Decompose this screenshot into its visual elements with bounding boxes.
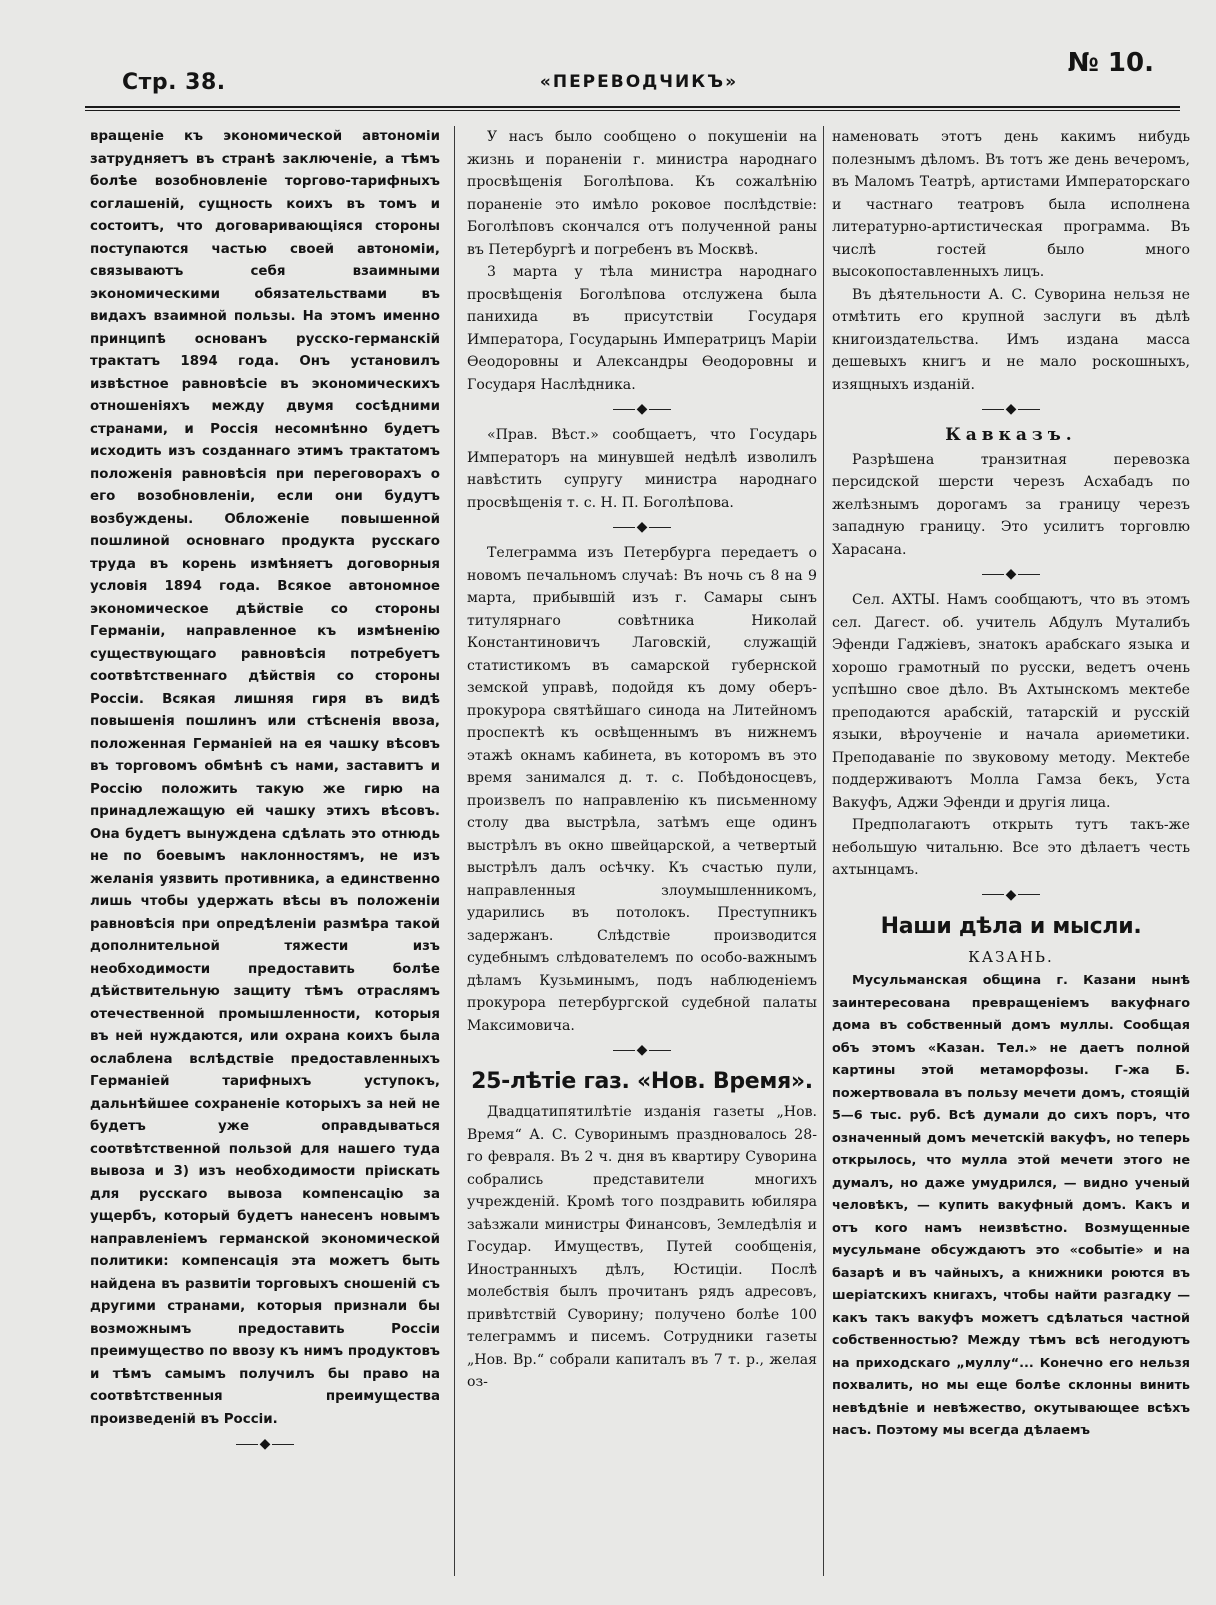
article-text: Разрѣшена транзитная перевозка персидской шерсти черезъ Асхабадъ по желѣзнымъ дорогамъ за границу черезъ западную границу. Это усилитъ торговлю Харасана. (832, 451, 1190, 558)
diamond-ornament-icon: ◆ (1005, 886, 1017, 903)
section-separator (467, 520, 817, 534)
article-text: Мусульманская община г. Казани нынѣ заинтересована превращеніемъ вакуфнаго дома въ собственный домъ муллы. Сообщая объ этомъ «Казан. Тел.» не даетъ полной картины этой метаморфозы. Г-жа Б. пожертвовала въ пользу мечети домъ, стоящій 5—6 тыс. руб. Всѣ думали до сихъ поръ, что означенный домъ мечетскій вакуфъ, но теперь открылось, что мулла этой мечети этого не думалъ, но даже умудрился, — видно ученый человѣкъ, — купить вакуфный домъ. Какъ и отъ кого намъ неизвѣстно. Возмущенные мусульмане обсуждаютъ это «событіе» и на базарѣ и въ чайныхъ, а книжники роются въ шеріатскихъ книгахъ, чтобы найти разгадку — какъ такъ вакуфъ можетъ сдѣлаться частной собственностью? Между тѣмъ всѣ негодуютъ на приходскаго „муллу“... Конечно его нельзя похвалить, но мы еще болѣе склонны винить невѣдѣніе и невѣжество, окутывающее всѣхъ насъ. Поэтому мы всегда дѣлаемъ (832, 973, 1190, 1438)
column-divider-2 (823, 126, 824, 1576)
header-rule-thin (85, 110, 1180, 111)
column-3 (832, 126, 1190, 1443)
diamond-ornament-icon: ◆ (636, 401, 648, 417)
article-text: Предполагаютъ открыть тутъ такъ-же небольшую читальню. Все это дѣлаетъ честь ахтынцамъ. (832, 817, 1190, 878)
column-divider-1 (454, 126, 455, 1576)
diamond-ornament-icon: ◆ (259, 1436, 271, 1452)
article-text: Въ дѣятельности А. С. Суворина нельзя не отмѣтить его крупной заслуги въ дѣлѣ книгоиздательства. Имъ издана масса дешевыхъ книгъ и не мало роскошныхъ, изящныхъ изданій. (832, 286, 1190, 393)
page-number: Стр. 38. (122, 70, 226, 95)
article-text: Телеграмма изъ Петербурга передаетъ о новомъ печальномъ случаѣ: Въ ночь съ 8 на 9 марта, прибывшій изъ г. Самары сынъ титулярнаго совѣтника Николай Константиновичъ Лаговскій, служащій статистикомъ въ самарской губернской земской управѣ, подойдя къ дому оберъ-прокурора святѣйшаго синода на Литейномъ проспектѣ къ освѣщеннымъ въ нижнемъ этажѣ окнамъ кабинета, въ которомъ въ это время занимался д. т. с. Побѣдоносцевъ, произвелъ по направленію къ письменному столу два выстрѣла, затѣмъ еще одинъ выстрѣлъ въ окно швейцарской, а четвертый выстрѣлъ далъ осѣчку. Къ счастью пули, направленныя злоумышленникомъ, ударились въ потолокъ. Преступникъ задержанъ. Слѣдствіе производится судебнымъ слѣдователемъ по особо-важнымъ дѣламъ Кузьминымъ, подъ наблюденіемъ прокурора петербургской судебной палаты Максимовича. (467, 545, 817, 1034)
article-text: У насъ было сообщено о покушеніи на жизнь и пораненіи г. министра народнаго просвѣщенія Боголѣпова. Къ сожалѣнію пораненіе это имѣло роковое послѣдствіе: Боголѣповъ скончался отъ полученной раны въ Петербургѣ и погребенъ въ Москвѣ. (467, 129, 817, 258)
section-separator (832, 402, 1190, 416)
diamond-ornament-icon: ◆ (1005, 566, 1017, 582)
masthead-title: «ПЕРЕВОДЧИКЪ» (539, 72, 739, 92)
article-text: вращеніе къ экономической автономіи затрудняетъ въ странѣ заключеніе, а тѣмъ болѣе возобновленіе торгово-тарифныхъ соглашеній, сущность коихъ въ томъ и состоитъ, что договаривающіяся стороны поступаются частью своей автономіи, связываютъ себя взаимными экономическими обязательствами въ видахъ взаимной пользы. На этомъ именно принципѣ основанъ русско-германскій трактатъ 1894 года. Онъ установилъ извѣстное равновѣсіе въ экономическихъ отношеніяхъ между двумя сосѣдними странами, и Россія несомнѣнно будетъ исходить изъ созданнаго этимъ трактатомъ положенія равновѣсія при переговорахъ о его возобновленіи, если они будутъ возбуждены. Обложеніе повышенной пошлиной основнаго продукта русскаго труда въ корень измѣняетъ договорныя условія 1894 года. Всякое автономное экономическое дѣйствіе со стороны Германіи, направленное къ измѣненію существующаго равновѣсія потребуетъ соотвѣтственнаго дѣйствія со стороны Россіи. Всякая лишняя гиря въ видѣ повышенія пошлинъ или стѣсненія ввоза, положенная Германіей на ея чашку вѣсовъ въ торговомъ обмѣнѣ съ нами, заставитъ и Россію положить такую же гирю на принадлежащую ей чашку этихъ вѣсовъ. Она будетъ вынуждена сдѣлать это отнюдь не по боевымъ наклонностямъ, не изъ желанія уязвить противника, а единственно лишь чтобы удержать вѣсы въ положеніи равновѣсія при опредѣленіи размѣра такой дополнительной тяжести изъ необходимости предоставить болѣе дѣйствительную защиту тѣмъ отраслямъ отечественной промышленности, которыя въ ней нуждаются, или охрана коихъ была ослаблена вслѣдствіе предоставленныхъ Германіей тарифныхъ уступокъ, дальнѣйшее сохраненіе которыхъ за ней не будетъ уже оправдываться соотвѣтственной пользой для нашего туда вывоза и 3) изъ необходимости пріискать для русскаго вывоза компенсацію за ущербъ, который будетъ нанесенъ новымъ направленіемъ германской экономической политики: компенсація эта можетъ быть найдена въ развитіи торговыхъ сношеній съ другими странами, которыя признали бы возможнымъ предоставить Россіи преимущество по ввозу къ нимъ продуктовъ и тѣмъ самымъ получилъ бы право на соотвѣтственныя преимущества произведеній въ Россіи. (90, 129, 440, 1427)
article-text: наменовать этотъ день какимъ нибудь полезнымъ дѣломъ. Въ тотъ же день вечеромъ, въ Маломъ Театрѣ, артистами Императорскаго и частнаго театровъ была исполнена литературно-артистическая программа. Въ числѣ гостей было много высокопоставленныхъ лицъ. (832, 129, 1190, 280)
issue-number: № 10. (1067, 48, 1154, 78)
section-separator (467, 1043, 817, 1057)
column-2 (467, 126, 817, 1394)
article-text: «Прав. Вѣст.» сообщаетъ, что Государь Императоръ на минувшей недѣлѣ изволилъ навѣстить супругу министра народнаго просвѣщенія т. с. Н. П. Боголѣпова. (467, 427, 817, 511)
article-subtitle: КАЗАНЬ. (968, 947, 1054, 966)
article-title: 25-лѣтіе газ. «Нов. Время». (471, 1069, 813, 1094)
section-separator (90, 1437, 440, 1451)
section-separator (832, 567, 1190, 581)
header-rule (85, 106, 1180, 108)
section-separator (832, 888, 1190, 902)
article-text: 3 марта у тѣла министра народнаго просвѣщенія Боголѣпова отслужена была панихида въ присутствіи Государя Императора, Государынь Императрицъ Маріи Ѳеодоровны и Александры Ѳеодоровны и Государя Наслѣдника. (467, 264, 817, 393)
diamond-ornament-icon: ◆ (636, 519, 648, 535)
article-text: Двадцатипятилѣтіе изданія газеты „Нов. Время“ А. С. Суворинымъ праздновалось 28-го февраля. Въ 2 ч. дня въ квартиру Суворина собрались представители многихъ учрежденій. Кромѣ того поздравить юбиляра заѣзжали министры Финансовъ, Земледѣлія и Государ. Имуществъ, Путей сообщенія, Иностранныхъ дѣлъ, Юстиціи. Послѣ молебствія былъ прочитанъ рядъ адресовъ, привѣтствій Суворину; получено болѣе 100 телеграммъ и писемъ. Сотрудники газеты „Нов. Вр.“ собрали капиталъ въ 7 т. р., желая оз- (467, 1104, 817, 1390)
page-header (112, 48, 1166, 100)
diamond-ornament-icon: ◆ (1005, 401, 1017, 417)
article-text: Сел. АХТЫ. Намъ сообщаютъ, что въ этомъ сел. Дагест. об. учитель Абдулъ Муталибъ Эфенди Гаджіевъ, знатокъ арабскаго языка и хорошо грамотный по русски, ведетъ очень успѣшно свое дѣло. Въ Ахтынскомъ мектебе преподаются арабскій, татарскій и русскій языки, вѣроученіе и начала ариѳметики. Преподаваніе по звуковому методу. Мектебе поддерживаютъ Молла Гамза бекъ, Уста Вакуфъ, Аджи Эфенди и другія лица. (832, 592, 1190, 811)
section-separator (467, 402, 817, 416)
column-1 (90, 126, 440, 1459)
diamond-ornament-icon: ◆ (636, 1042, 648, 1058)
section-title: Кавказъ. (945, 425, 1077, 445)
article-title: Наши дѣла и мысли. (880, 913, 1142, 939)
